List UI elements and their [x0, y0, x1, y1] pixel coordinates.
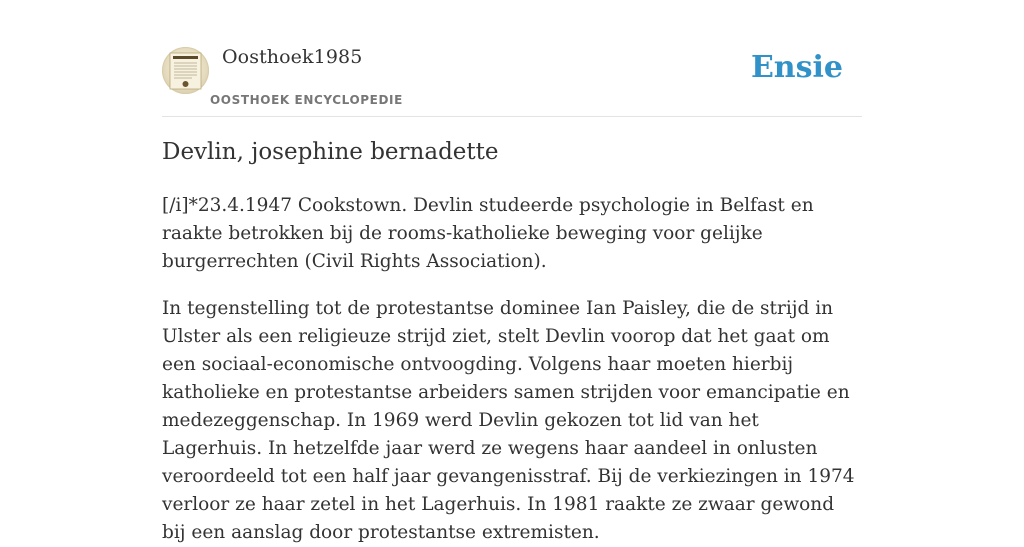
article-paragraph: In tegenstelling tot de protestantse dominee Ian Paisley, die de strijd in Ulster als een religieuze strijd ziet, stelt Devlin voorop dat het gaat om een sociaal-economische ontvoogding. Volgens haar moeten hierbij katholieke en protestantse arbeiders samen strijden voor emancipatie en medezeggenschap. In 1969 werd Devlin gekozen tot lid van het Lagerhuis. In hetzelfde jaar werd ze wegens haar aandeel in onlusten veroordeeld tot een half jaar gevangenisstraf. Bij de verkiezingen in 1974 verloor ze haar zetel in het Lagerhuis. In 1981 raakte ze zwaar gewond bij een aanslag door protestantse extremisten. — [162, 298, 855, 543]
article-paragraph: [/i]*23.4.1947 Cookstown. Devlin studeerde psychologie in Belfast en raakte betrokken bij de rooms-katholieke beweging voor gelijke burgerrechten (Civil Rights Association). — [162, 195, 814, 272]
article-header — [162, 0, 862, 117]
page-title: Devlin, josephine bernadette — [162, 139, 499, 165]
author-name[interactable]: Oosthoek1985 — [222, 46, 363, 68]
certificate-avatar-icon[interactable] — [162, 47, 209, 94]
brand-logo[interactable]: Ensie — [750, 50, 843, 85]
page-container — [162, 0, 862, 543]
source-label[interactable]: OOSTHOEK ENCYCLOPEDIE — [210, 93, 403, 107]
certificate-illustration — [162, 47, 209, 94]
